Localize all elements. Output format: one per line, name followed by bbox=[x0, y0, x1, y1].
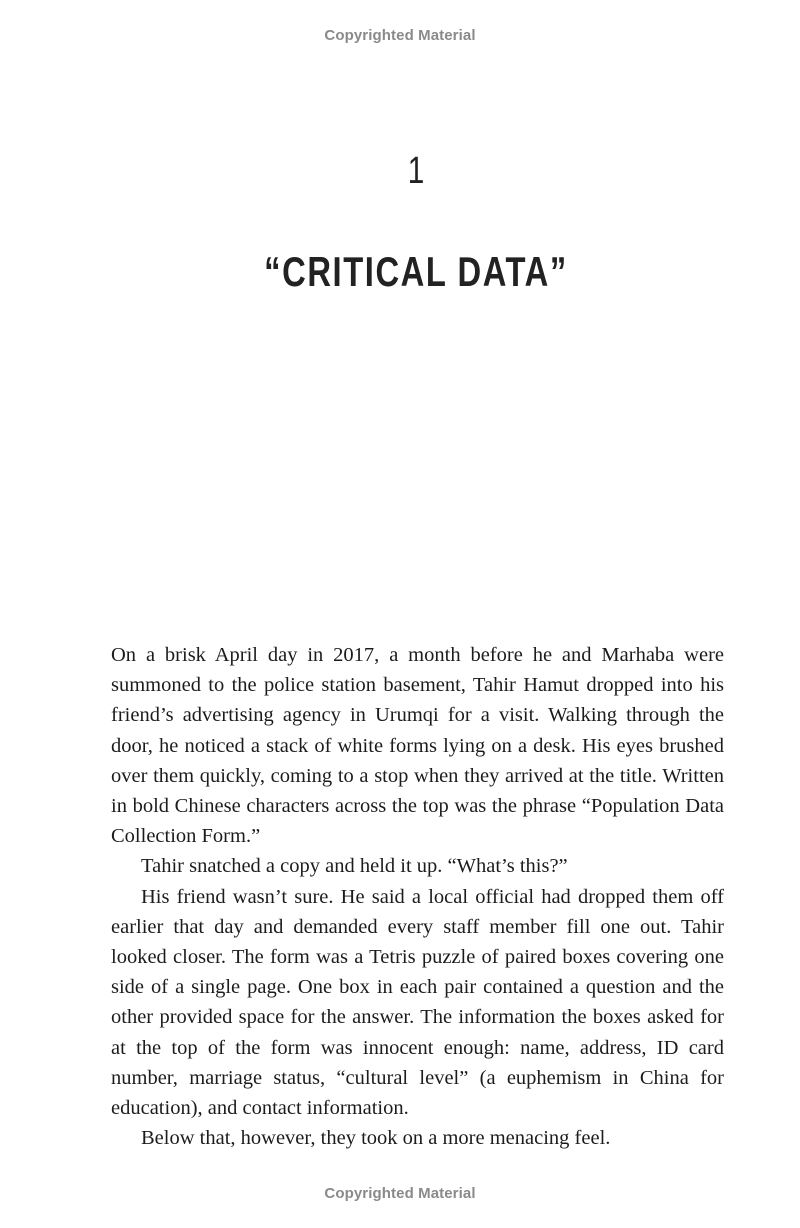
chapter-body bbox=[111, 640, 724, 1153]
copyright-watermark-top: Copyrighted Material bbox=[324, 27, 476, 44]
paragraph: Below that, however, they took on a more menacing feel. bbox=[141, 1127, 611, 1150]
chapter-title: “CRITICAL DATA” bbox=[264, 248, 568, 295]
paragraph: His friend wasn’t sure. He said a local official had dropped them off earlier that day and demanded every staff member fill one out. Tahir looked closer. The form was a Tetris puzzle of paired boxes covering one side of a single page. One box in each pair contained a question and the other provided space for the answer. The information the boxes asked for at the top of the form was innocent enough: name, address, ID card number, marriage status, “cultural level” (a euphemism in China for education), and contact information. bbox=[111, 885, 724, 1120]
paragraph: Tahir snatched a copy and held it up. “What’s this?” bbox=[141, 855, 568, 878]
chapter-number: 1 bbox=[407, 150, 425, 192]
paragraph: On a brisk April day in 2017, a month before he and Marhaba were summoned to the police station basement, Tahir Hamut dropped into his friend’s advertising agency in Urumqi for a visit. Walking through the door, he noticed a stack of white forms lying on a desk. His eyes brushed over them quickly, coming to a stop when they arrived at the title. Written in bold Chinese characters across the top was the phrase “Population Data Collection Form.” bbox=[111, 644, 724, 848]
copyright-watermark-bottom: Copyrighted Material bbox=[324, 1185, 476, 1202]
